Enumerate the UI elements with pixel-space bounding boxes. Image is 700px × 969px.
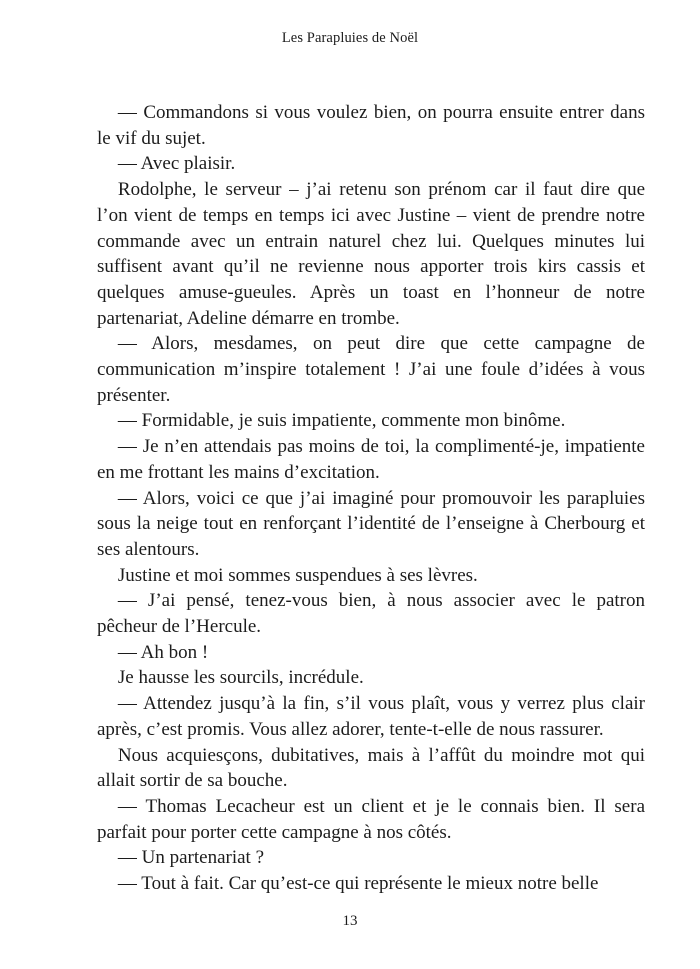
paragraph: — Avec plaisir. xyxy=(117,153,236,175)
body-text xyxy=(97,100,645,897)
paragraph: Je hausse les sourcils, incrédule. xyxy=(117,667,364,689)
paragraph: — Ah bon ! xyxy=(117,641,209,663)
paragraph: Justine et moi sommes suspendues à ses lèvres. xyxy=(117,564,478,586)
page-number: 13 xyxy=(342,913,358,929)
paragraph: — J’ai pensé, tenez-vous bien, à nous associer avec le patron pêcheur de l’Hercule. xyxy=(97,590,645,638)
running-header-title: Les Parapluies de Noël xyxy=(281,30,419,46)
paragraph: — Je n’en attendais pas moins de toi, la complimenté-je, impatiente en me frottant les mains d’excitation. xyxy=(97,436,645,483)
paragraph: — Commandons si vous voulez bien, on pourra ensuite entrer dans le vif du sujet. xyxy=(97,102,645,149)
paragraph: — Un partenariat ? xyxy=(117,847,265,869)
paragraph: — Tout à fait. Car qu’est-ce qui représente le mieux notre belle xyxy=(117,873,599,895)
paragraph: — Formidable, je suis impatiente, commente mon binôme. xyxy=(117,410,566,432)
paragraph: — Attendez jusqu’à la fin, s’il vous plaît, vous y verrez plus clair après, c’est promis. Vous allez adorer, tente-t-elle de nous rassurer. xyxy=(97,693,645,740)
paragraph: — Thomas Lecacheur est un client et je le connais bien. Il sera parfait pour porter cette campagne à nos côtés. xyxy=(97,795,645,843)
paragraph: Nous acquiesçons, dubitatives, mais à l’affût du moindre mot qui allait sortir de sa bouche. xyxy=(97,744,645,792)
paragraph: — Alors, mesdames, on peut dire que cette campagne de communication m’inspire totalement ! J’ai une foule d’idées à vous présenter. xyxy=(97,333,645,406)
paragraph: — Alors, voici ce que j’ai imaginé pour promouvoir les parapluies sous la neige tout en renforçant l’identité de l’enseigne à Cherbourg et ses alentours. xyxy=(97,487,645,560)
paragraph: Rodolphe, le serveur – j’ai retenu son prénom car il faut dire que l’on vient de temps en temps ici avec Justine – vient de prendre notre commande avec un entrain naturel chez lui. Quelques minutes lui suffisent avant qu’il ne revienne nous apporter trois kirs cassis et quelques amuse-gueules. Après un toast en l’honneur de notre partenariat, Adeline démarre en trombe. xyxy=(97,179,645,329)
